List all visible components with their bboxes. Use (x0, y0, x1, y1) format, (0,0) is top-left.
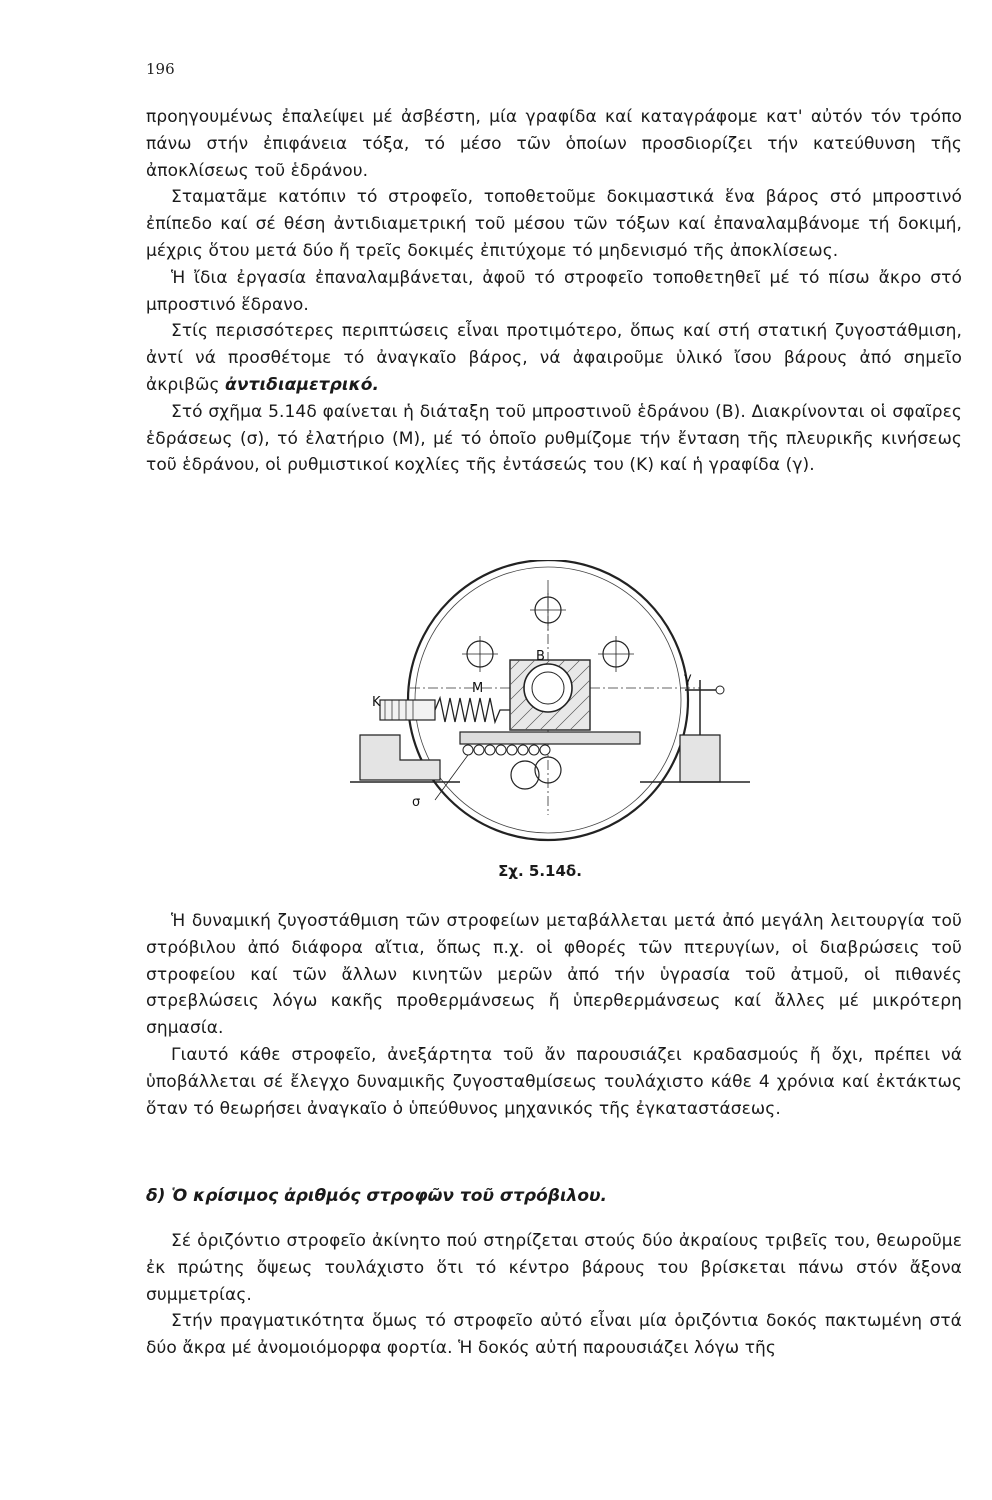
right-support (680, 735, 720, 782)
text-block-bottom (146, 1228, 962, 1362)
bearing-figure (340, 560, 760, 860)
ball (485, 745, 495, 755)
paragraph: προηγουμένως ἐπαλείψει μέ ἀσβέστη, μία γραφίδα καί καταγράφομε κατ' αὐτόν τόν τρόπο πάνω στήν ἐπιφάνεια τόξα, τό μέσο τῶν ὁποίων προσδιορίζει τήν κατεύθυνση τῆς ἀποκλίσεως τοῦ ἑδράνου. (146, 107, 962, 181)
ball (496, 745, 506, 755)
paragraph: Στήν πραγματικότητα ὅμως τό στροφεῖο αὐτό εἶναι μία ὁριζόντια δοκός πακτωμένη στά δύο ἄκρα μέ ἀνομοιόμορφα φορτία. Ἡ δοκός αὐτή παρουσιάζει λόγω τῆς (146, 1311, 962, 1359)
paragraph (146, 318, 962, 398)
paragraph: Ἡ δυναμική ζυγοστάθμιση τῶν στροφείων μεταβάλλεται μετά ἀπό μεγάλη λειτουργία τοῦ στρόβιλου ἀπό διάφορα αἴτια, ὅπως π.χ. οἱ φθορές τῶν πτερυγίων, οἱ διαβρώσεις τοῦ στροφείου καί τῶν ἄλλων κινητῶν μερῶν ἀπό τήν ὑγρασία τοῦ ἀτμοῦ, οἱ πιθανές στρεβλώσεις λόγω κακῆς προθερμάνσεως ἤ ὑπερθερμάνσεως καί ἄλλες μέ μικρότερη σημασία. (146, 911, 962, 1039)
shaft (524, 664, 572, 712)
stylus-knob (716, 686, 724, 694)
paragraph-text: Στίς περισσότερες περιπτώσεις εἶναι προτιμότερο, ὅπως καί στή στατική ζυγοστάθμιση, ἀντί νά προσθέτομε τό ἀναγκαῖο βάρος, νά ἀφαιροῦμε ὑλικό ἴσου βάρους ἀπό σημεῖο ἀκριβῶς (146, 321, 962, 395)
text-block-middle (146, 908, 962, 1122)
ball (463, 745, 473, 755)
paragraph: Σταματᾶμε κατόπιν τό στροφεῖο, τοποθετοῦμε δοκιμαστικά ἕνα βάρος στό μπροστινό ἐπίπεδο καί σέ θέση ἀντιδιαμετρική τοῦ μέσου τῶν τόξων καί ἐπαναλαμβάνομε τή δοκιμή, μέχρις ὅτου μετά δύο ἤ τρεῖς δοκιμές ἐπιτύχομε τό μηδενισμό τῆς ἀποκλίσεως. (146, 187, 962, 261)
paragraph: Σέ ὁριζόντιο στροφεῖο ἀκίνητο πού στηρίζεται στούς δύο ἀκραίους τριβεῖς του, θεωροῦμε ἐκ πρώτης ὄψεως τουλάχιστο ὅτι τό κέντρο βάρους του βρίσκεται πάνω στόν ἄξονα συμμετρίας. (146, 1231, 962, 1305)
label-bearing: Β (536, 649, 545, 664)
paragraph: Ἡ ἴδια ἐργασία ἐπαναλαμβάνεται, ἀφοῦ τό στροφεῖο τοποθετηθεῖ μέ τό πίσω ἄκρο στό μπροστινό ἕδρανο. (146, 267, 962, 315)
ball (540, 745, 550, 755)
base-plate (460, 732, 640, 744)
adjusting-screw (380, 700, 435, 720)
text-block-top (146, 104, 962, 479)
page-number: 196 (146, 60, 175, 78)
section-heading: δ) Ὁ κρίσιμος ἀριθμός στροφῶν τοῦ στρόβιλου. (146, 1186, 607, 1206)
spring (435, 698, 510, 722)
label-balls: σ (412, 795, 421, 810)
ball (529, 745, 539, 755)
ball (507, 745, 517, 755)
label-stylus: γ (684, 671, 692, 686)
paragraph: Γιαυτό κάθε στροφεῖο, ἀνεξάρτητα τοῦ ἄν παρουσιάζει κραδασμούς ἤ ὄχι, πρέπει νά ὑποβάλλεται σέ ἔλεγχο δυναμικῆς ζυγοσταθμίσεως τουλάχιστο κάθε 4 χρόνια καί ἐκτάκτως ὅταν τό θεωρήσει ἀναγκαῖο ὁ ὑπεύθυνος μηχανικός τῆς ἐγκαταστάσεως. (146, 1044, 962, 1119)
label-screws: Κ (372, 695, 381, 710)
bearing-diagram (340, 560, 760, 860)
ball (518, 745, 528, 755)
emphasis-term: ἀντιδιαμετρικό. (225, 374, 380, 395)
label-spring: Μ (472, 681, 484, 696)
figure-caption: Σχ. 5.14δ. (498, 862, 582, 880)
ball (474, 745, 484, 755)
bolt-hole (511, 761, 539, 789)
paragraph: Στό σχῆμα 5.14δ φαίνεται ἡ διάταξη τοῦ μπροστινοῦ ἑδράνου (Β). Διακρίνονται οἱ σφαῖρες ἑδράσεως (σ), τό ἐλατήριο (Μ), μέ τό ὁποῖο ρυθμίζομε τήν ἔνταση τῆς πλευρικῆς κινήσεως τοῦ ἑδράνου, οἱ ρυθμιστικοί κοχλίες τῆς ἐντάσεώς του (Κ) καί ἡ γραφίδα (γ). (146, 401, 962, 476)
